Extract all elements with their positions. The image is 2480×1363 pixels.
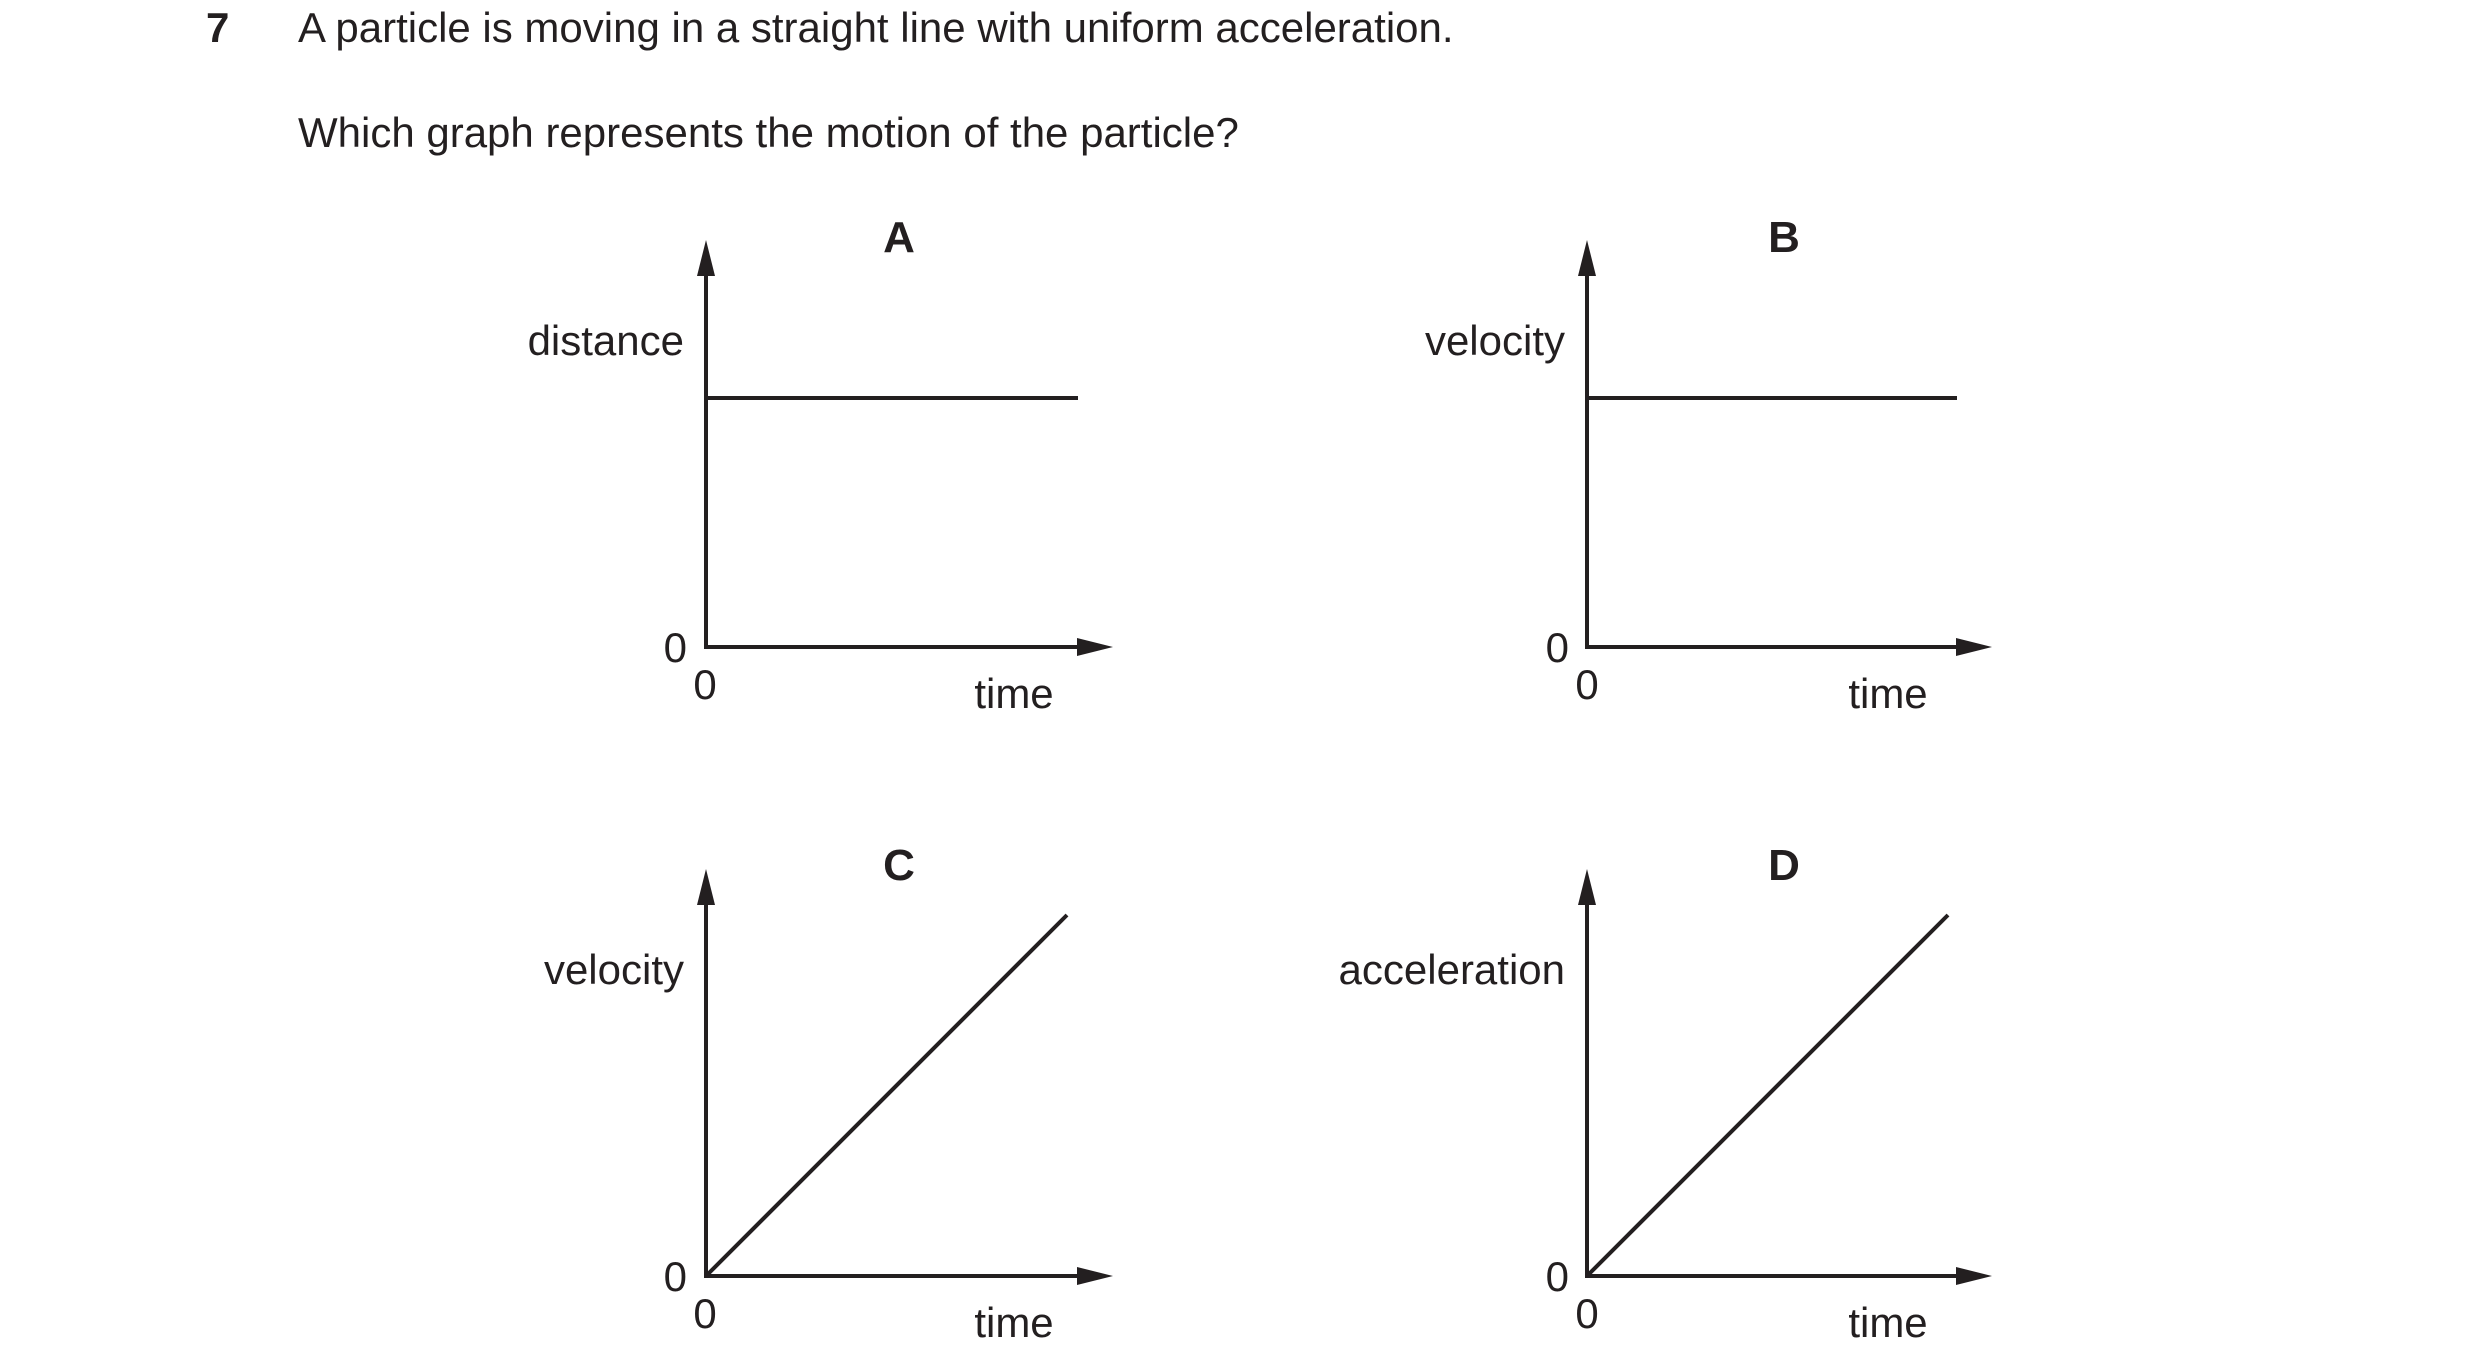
question-stem: A particle is moving in a straight line with uniform acceleration. xyxy=(298,4,1454,51)
option-a-y-origin-label: 0 xyxy=(663,624,687,671)
option-c-plot-line xyxy=(706,915,1067,1276)
option-b-y-axis-label: velocity xyxy=(1424,317,1565,364)
question-number: 7 xyxy=(206,4,230,51)
option-d-y-origin-label: 0 xyxy=(1545,1253,1569,1300)
option-a-y-axis-label: distance xyxy=(527,317,684,364)
option-d-x-axis-arrow xyxy=(1956,1267,1992,1285)
option-c-x-axis-label: time xyxy=(974,1299,1054,1346)
option-a-x-axis-label: time xyxy=(974,670,1054,717)
option-b-x-origin-label: 0 xyxy=(1575,661,1599,708)
option-letter-a: A xyxy=(883,213,915,262)
option-letter-c: C xyxy=(883,841,915,890)
option-letter-b: B xyxy=(1768,213,1800,262)
option-d-plot-line xyxy=(1587,915,1948,1276)
option-a-x-axis-arrow xyxy=(1077,638,1113,656)
option-a-y-axis-arrow xyxy=(697,240,715,276)
option-c-y-axis-label: velocity xyxy=(543,946,684,993)
option-c-x-axis-arrow xyxy=(1077,1267,1113,1285)
option-a-x-origin-label: 0 xyxy=(693,661,717,708)
option-d-x-axis-label: time xyxy=(1848,1299,1928,1346)
option-letter-d: D xyxy=(1768,841,1800,890)
option-d-x-origin-label: 0 xyxy=(1575,1290,1599,1337)
option-b-x-axis-label: time xyxy=(1848,670,1928,717)
option-d-y-axis-label: acceleration xyxy=(1338,946,1565,993)
option-b-graph xyxy=(1425,213,1992,717)
option-c-graph xyxy=(544,841,1113,1346)
option-d-y-axis-arrow xyxy=(1578,869,1596,905)
option-b-y-origin-label: 0 xyxy=(1545,624,1569,671)
option-a-graph xyxy=(528,213,1113,717)
option-d-graph xyxy=(1339,841,1992,1346)
option-b-x-axis-arrow xyxy=(1956,638,1992,656)
question-prompt: Which graph represents the motion of the particle? xyxy=(298,109,1239,156)
option-b-y-axis-arrow xyxy=(1578,240,1596,276)
option-c-y-axis-arrow xyxy=(697,869,715,905)
option-c-x-origin-label: 0 xyxy=(693,1290,717,1337)
option-c-y-origin-label: 0 xyxy=(663,1253,687,1300)
